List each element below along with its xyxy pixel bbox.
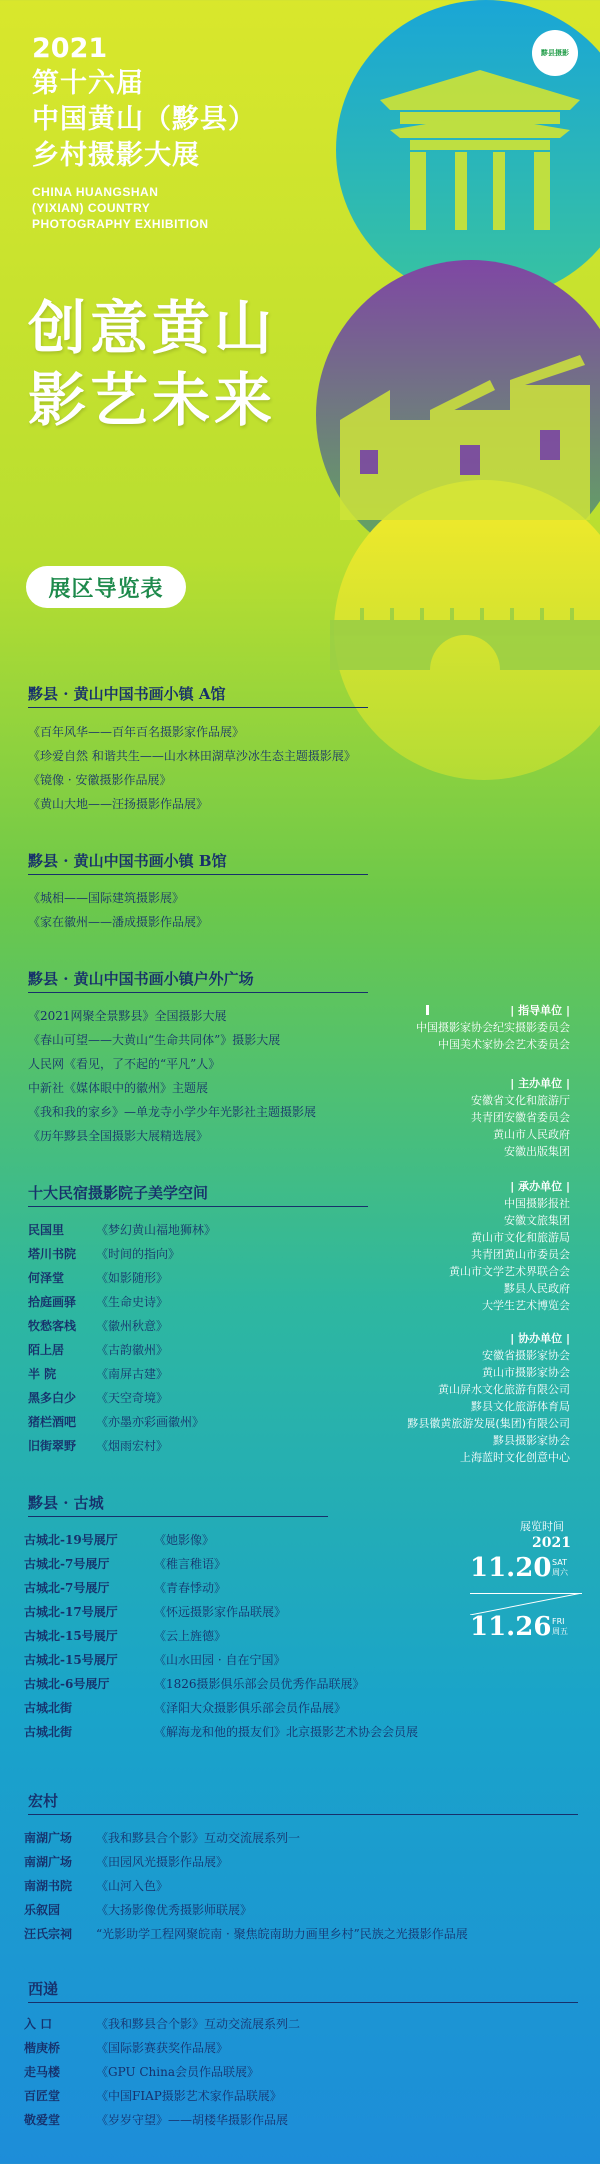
organizer-heading: | 指导单位 |: [510, 1004, 570, 1017]
venue: 汪氏宗祠: [24, 1927, 73, 1941]
table-row: [24, 1898, 252, 1922]
venue: 塔川书院: [28, 1247, 77, 1261]
bridge-icon: [330, 590, 600, 670]
header-english-3: PHOTOGRAPHY EXHIBITION: [32, 217, 209, 231]
exhibit: 《GPU China会员作品联展》: [96, 2065, 260, 2079]
venue: 敬爱堂: [24, 2113, 61, 2127]
table-row: [24, 1850, 228, 1874]
exhibit: 《解海龙和他的摄友们》北京摄影艺术协会会员展: [154, 1725, 419, 1739]
venue: 民国里: [28, 1223, 65, 1237]
organizer-name: 大学生艺术博览会: [482, 1299, 570, 1312]
slogan-line-1: 创意黄山: [28, 294, 277, 362]
venue: 拾庭画驿: [28, 1295, 77, 1309]
exhibit: 《云上旌德》: [154, 1629, 227, 1643]
table-row: [24, 2060, 259, 2084]
slogan: [28, 292, 276, 436]
organizer-name: 安徽文旅集团: [504, 1214, 570, 1227]
table-row: [28, 1290, 168, 1314]
exhibit: 《梦幻黄山福地狮林》: [96, 1223, 217, 1237]
section-divider: [28, 992, 368, 993]
organizer-name: 上海蓝时文化创意中心: [460, 1451, 570, 1464]
exhibit: 《山水田园 · 自在宁国》: [154, 1653, 286, 1667]
organizer-name: 安徽省摄影家协会: [482, 1349, 570, 1362]
header-year: 2021: [32, 33, 108, 64]
exhibit: 《亦墨亦彩画徽州》: [96, 1415, 205, 1429]
organizer-name: 中国摄影家协会纪实摄影委员会: [416, 1021, 570, 1034]
list-item: 《镜像 · 安徽摄影作品展》: [28, 773, 172, 787]
section-title: 黟县 · 黄山中国书画小镇 B馆: [28, 852, 227, 870]
venue: 旧街翠野: [28, 1439, 77, 1453]
organizer-name: 共青团黄山市委员会: [471, 1248, 570, 1261]
venue: 古城北-6号展厅: [24, 1677, 110, 1691]
organizer-name: 黄山屏水文化旅游有限公司: [438, 1383, 570, 1396]
list-item: 《城相——国际建筑摄影展》: [28, 891, 185, 905]
venue: 半 院: [28, 1367, 57, 1381]
exhibit: 《山河入色》: [96, 1879, 169, 1893]
table-row: [24, 1922, 468, 1946]
organizer-name: 中国摄影报社: [504, 1197, 570, 1210]
venue: 古城北-15号展厅: [24, 1629, 118, 1643]
venue: 南湖广场: [24, 1855, 73, 1869]
venue: 古城北-19号展厅: [24, 1533, 118, 1547]
organizer-name: 黟县文化旅游体育局: [471, 1400, 570, 1413]
venue: 南湖书院: [24, 1879, 73, 1893]
exhibit: 《国际影赛获奖作品展》: [96, 2041, 229, 2055]
exhibit: 《田园风光摄影作品展》: [96, 1855, 229, 1869]
table-row: [24, 1720, 418, 1744]
exhibit: 《生命史诗》: [96, 1295, 169, 1309]
organizer-group: [416, 1002, 570, 1053]
venue: 乐叙园: [24, 1903, 61, 1917]
section-title: 黟县 · 古城: [28, 1494, 104, 1512]
header-english-2: (YIXIAN) COUNTRY: [32, 201, 151, 215]
table-row: [24, 2108, 288, 2132]
table-row: [28, 1218, 216, 1242]
organizer-name: 黄山市人民政府: [493, 1128, 570, 1141]
house-icon: [330, 350, 600, 520]
exhibit: 《南屏古建》: [96, 1367, 169, 1381]
section-title: 黟县 · 黄山中国书画小镇户外广场: [28, 970, 254, 988]
table-row: [24, 1528, 214, 1552]
table-row: [28, 1314, 168, 1338]
start-date: 11.20: [470, 1553, 552, 1583]
section-title: 十大民宿摄影院子美学空间: [28, 1184, 209, 1202]
exhibit: 《天空奇境》: [96, 1391, 169, 1405]
organizer-name: 黄山市文化和旅游局: [471, 1231, 570, 1244]
list-item: 《历年黟县全国摄影大展精选展》: [28, 1129, 209, 1143]
organizer-name: 中国美术家协会艺术委员会: [438, 1038, 570, 1051]
section-divider: [28, 874, 368, 875]
end-date: 11.26: [470, 1612, 552, 1642]
organizer-heading: | 承办单位 |: [510, 1180, 570, 1193]
table-row: [24, 1826, 300, 1850]
exhibit: 《古韵徽州》: [96, 1343, 169, 1357]
list-item: 《我和我的家乡》—单龙寺小学少年光影社主题摄影展: [28, 1105, 317, 1119]
end-weekday-cn: 周五: [552, 1627, 568, 1636]
table-row: [28, 1338, 168, 1362]
guide-badge: 展区导览表: [26, 566, 186, 608]
table-row: [24, 1552, 226, 1576]
start-weekday-cn: 周六: [552, 1568, 568, 1577]
header-title-1: 第十六届: [32, 68, 144, 99]
section-divider: [28, 1516, 328, 1517]
list-item: 《百年风华——百年百名摄影家作品展》: [28, 725, 245, 739]
list-item: 《珍爱自然 和谐共生——山水林田湖草沙冰生态主题摄影展》: [28, 749, 356, 763]
header-english: [32, 184, 256, 232]
table-row: [24, 2012, 300, 2036]
organizer-name: 黄山市文学艺术界联合会: [449, 1265, 570, 1278]
exhibit: 《如影随形》: [96, 1271, 169, 1285]
table-row: [24, 1576, 226, 1600]
list-item: 《黄山大地——汪扬摄影作品展》: [28, 797, 209, 811]
table-row: [28, 1362, 168, 1386]
archway-icon: [360, 60, 600, 230]
start-weekday: [552, 1558, 568, 1578]
organizer-name: 黟县人民政府: [504, 1282, 570, 1295]
end-weekday-en: FRI: [552, 1617, 565, 1626]
end-weekday: [552, 1617, 568, 1637]
exhibit: 《稚言稚语》: [154, 1557, 227, 1571]
list-item: 《2021网聚全景黟县》全国摄影大展: [28, 1009, 227, 1023]
section-divider: [28, 2002, 578, 2003]
venue: 入 口: [24, 2017, 53, 2031]
venue: 陌上居: [28, 1343, 65, 1357]
venue: 古城北街: [24, 1701, 73, 1715]
table-row: [28, 1386, 168, 1410]
venue: 古城北-17号展厅: [24, 1605, 118, 1619]
organizer-name: 黟县徽黄旅游发展(集团)有限公司: [407, 1417, 570, 1430]
header-title-2: 中国黄山（黟县）: [32, 104, 256, 135]
organizer-heading: | 主办单位 |: [510, 1077, 570, 1090]
organizer-name: 安徽省文化和旅游厅: [471, 1094, 570, 1107]
header-english-1: CHINA HUANGSHAN: [32, 185, 159, 199]
venue: 古城北-7号展厅: [24, 1557, 110, 1571]
exhibit: 《我和黟县合个影》互动交流展系列一: [96, 1831, 301, 1845]
venue: 楷庚桥: [24, 2041, 61, 2055]
venue: 猪栏酒吧: [28, 1415, 77, 1429]
table-row: [24, 1874, 168, 1898]
table-row: [24, 1696, 346, 1720]
table-row: [24, 1624, 226, 1648]
exhibit: 《中国FIAP摄影艺术家作品联展》: [96, 2089, 282, 2103]
header-title-3: 乡村摄影大展: [32, 140, 200, 171]
organizer-name: 黄山市摄影家协会: [482, 1366, 570, 1379]
slogan-line-2: 影艺未来: [28, 366, 277, 434]
exhibit: “光影助学工程网聚皖南 · 聚焦皖南助力画里乡村”民族之光摄影作品展: [96, 1927, 468, 1941]
venue: 南湖广场: [24, 1831, 73, 1845]
table-row: [24, 2036, 228, 2060]
organizer-group: [471, 1075, 570, 1160]
list-item: 中新社《媒体眼中的徽州》主题展: [28, 1081, 209, 1095]
logo: [532, 30, 578, 76]
venue: 古城北-15号展厅: [24, 1653, 118, 1667]
organizer-group: [449, 1178, 570, 1314]
venue: 古城北街: [24, 1725, 73, 1739]
organizer-group: [407, 1330, 570, 1466]
section-divider: [28, 1206, 368, 1207]
venue: 走马楼: [24, 2065, 61, 2079]
table-row: [28, 1242, 180, 1266]
list-item: 《家在徽州——潘成摄影作品展》: [28, 915, 209, 929]
section-title: 黟县 · 黄山中国书画小镇 A馆: [28, 685, 226, 703]
section-title: 西递: [28, 1980, 59, 1998]
table-row: [24, 2084, 282, 2108]
exhibit: 《岁岁守望》——胡楼华摄影作品展: [96, 2113, 289, 2127]
table-row: [28, 1410, 204, 1434]
list-item: 《春山可望——大黄山“生命共同体”》摄影大展: [28, 1033, 281, 1047]
exhibit-time-label: 展览时间: [520, 1520, 564, 1533]
organizer-heading: | 协办单位 |: [510, 1332, 570, 1345]
logo-text: 黟县摄影: [541, 49, 569, 57]
exhibit: 《怀远摄影家作品联展》: [154, 1605, 287, 1619]
venue: 牧愁客栈: [28, 1319, 77, 1333]
exhibit: 《泽阳大众摄影俱乐部会员作品展》: [154, 1701, 347, 1715]
exhibit-time-year: 2021: [532, 1535, 571, 1551]
exhibit: 《1826摄影俱乐部会员优秀作品联展》: [154, 1677, 365, 1691]
exhibit: 《时间的指向》: [96, 1247, 181, 1261]
section-divider: [28, 707, 368, 708]
list-item: 人民网《看见，了不起的“平凡”人》: [28, 1057, 221, 1071]
start-weekday-en: SAT: [552, 1558, 567, 1567]
venue: 古城北-7号展厅: [24, 1581, 110, 1595]
organizer-name: 黟县摄影家协会: [493, 1434, 570, 1447]
exhibit: 《她影像》: [154, 1533, 215, 1547]
exhibit: 《徽州秋意》: [96, 1319, 169, 1333]
venue: 黑多白少: [28, 1391, 77, 1405]
table-row: [24, 1600, 286, 1624]
organizer-name: 共青团安徽省委员会: [471, 1111, 570, 1124]
section-title: 宏村: [28, 1792, 59, 1810]
table-row: [28, 1266, 168, 1290]
venue: 何泽堂: [28, 1271, 65, 1285]
table-row: [28, 1434, 168, 1458]
organizer-name: 安徽出版集团: [504, 1145, 570, 1158]
exhibit: 《青春悸动》: [154, 1581, 227, 1595]
exhibit: 《烟雨宏村》: [96, 1439, 169, 1453]
venue: 百匠堂: [24, 2089, 61, 2103]
header: [32, 32, 256, 232]
section-divider: [28, 1814, 578, 1815]
exhibit: 《我和黟县合个影》互动交流展系列二: [96, 2017, 301, 2031]
table-row: [24, 1648, 285, 1672]
exhibit: 《大扬影像优秀摄影师联展》: [96, 1903, 253, 1917]
table-row: [24, 1672, 365, 1696]
